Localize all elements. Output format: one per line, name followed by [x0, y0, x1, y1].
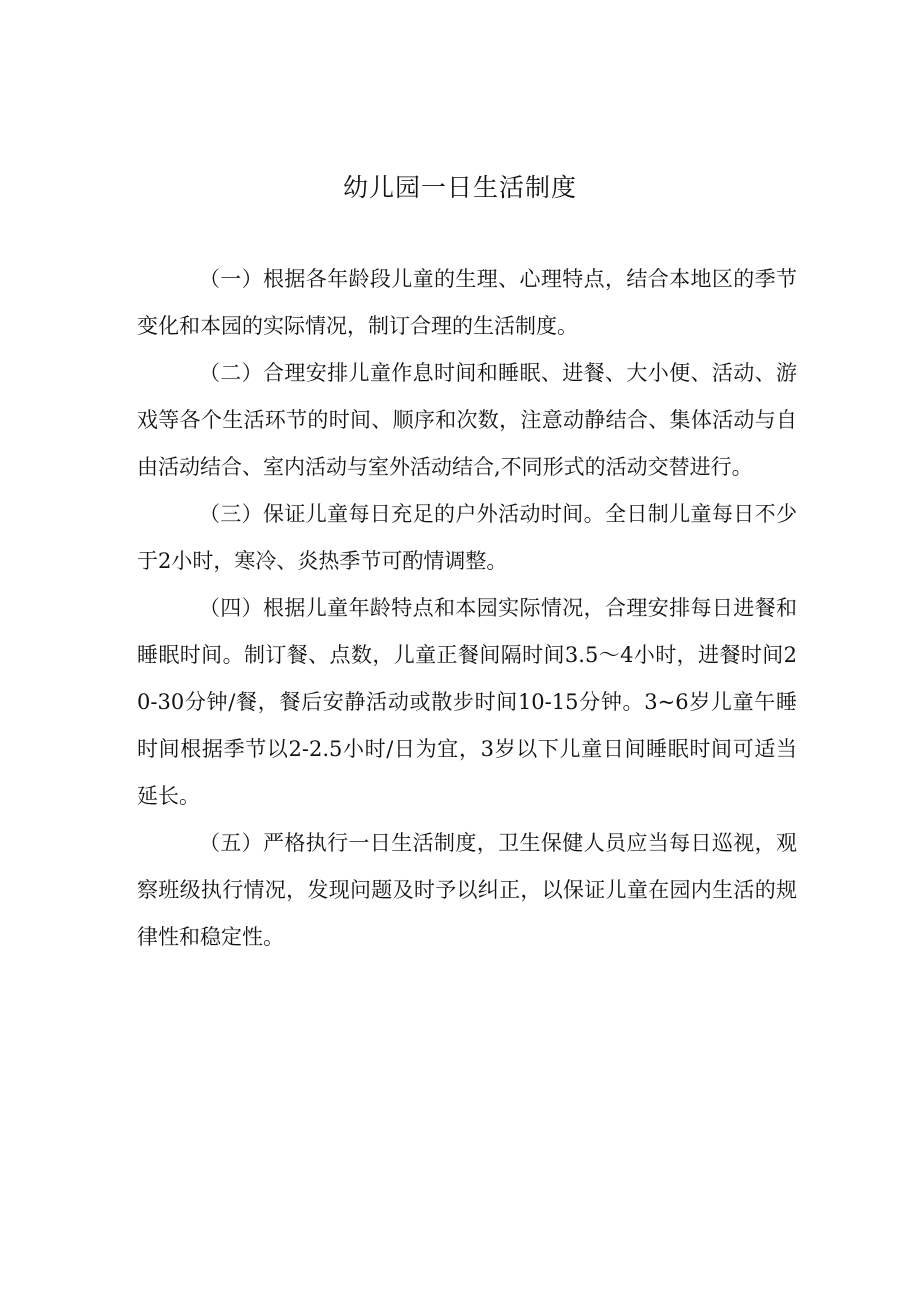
paragraph-5: （五）严格执行一日生活制度，卫生保健人员应当每日巡视，观察班级执行情况，发现问题及时予以纠正，以保证儿童在园内生活的规律性和稳定性。	[137, 831, 797, 949]
paragraph-1: （一）根据各年龄段儿童的生理、心理特点，结合本地区的季节变化和本园的实际情况，制订合理的生活制度。	[137, 267, 797, 338]
paragraph-3: （三）保证儿童每日充足的户外活动时间。全日制儿童每日不少于2小时，寒冷、炎热季节可酌情调整。	[137, 502, 797, 573]
document-title: 幼儿园一日生活制度	[342, 173, 577, 202]
paragraph-4: （四）根据儿童年龄特点和本园实际情况，合理安排每日进餐和睡眠时间。制订餐、点数，儿童正餐间隔时间3.5～4小时，进餐时间20-30分钟/餐，餐后安静活动或散步时间10-15分钟。3~6岁儿童午睡时间根据季节以2-2.5小时/日为宜，3岁以下儿童日间睡眠时间可适当延长。	[137, 596, 797, 808]
document-body	[137, 256, 797, 961]
paragraph-2: （二）合理安排儿童作息时间和睡眠、进餐、大小便、活动、游戏等各个生活环节的时间、顺序和次数，注意动静结合、集体活动与自由活动结合、室内活动与室外活动结合,不同形式的活动交替进行。	[137, 361, 797, 479]
